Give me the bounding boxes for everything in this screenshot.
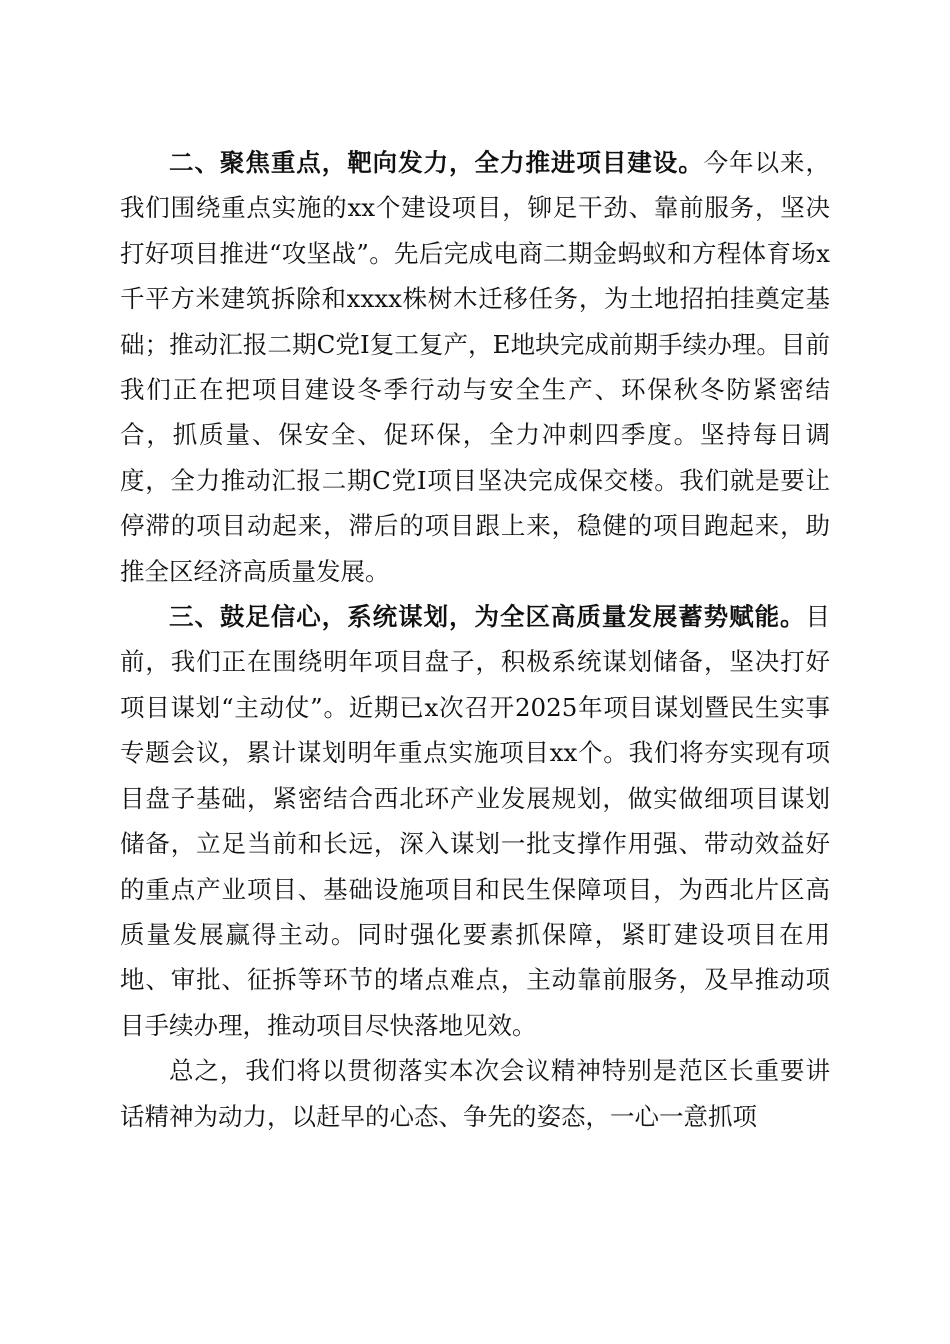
paragraph-heading: 二、聚焦重点，靶向发力，全力推进项目建设。 (169, 148, 704, 177)
paragraph-conclusion (120, 1048, 830, 1139)
document-body (120, 140, 830, 1139)
paragraph-heading: 三、鼓足信心，系统谋划，为全区高质量发展蓄势赋能。 (169, 602, 806, 632)
paragraph-project-construction (120, 140, 830, 594)
paragraph-project-planning (120, 594, 830, 1048)
paragraph-text: 总之，我们将以贯彻落实本次会议精神特别是范区长重要讲话精神为动力，以赶早的心态、争先的姿态，一心一意抓项 (120, 1056, 830, 1131)
paragraph-text: 目前，我们正在围绕明年项目盘子，积极系统谋划储备，坚决打好项目谋划“主动仗”。近期已x次召开2025年项目谋划暨民生实事专题会议，累计谋划明年重点实施项目xx个。我们将夯实现有项目盘子基础，紧密结合西北环产业发展规划，做实做细项目谋划储备，立足当前和长远，深入谋划一批支撑作用强、带动效益好的重点产业项目、基础设施项目和民生保障项目，为西北片区高质量发展赢得主动。同时强化要素抓保障，紧盯建设项目在用地、审批、征拆等环节的堵点难点，主动靠前服务，及早推动项目手续办理，推动项目尽快落地见效。 (120, 602, 830, 1040)
paragraph-text: 今年以来，我们围绕重点实施的xx个建设项目，铆足干劲、靠前服务，坚决打好项目推进“攻坚战”。先后完成电商二期金蚂蚁和方程体育场x千平方米建筑拆除和xxxx株树木迁移任务，为土地招拍挂奠定基础；推动汇报二期C党Ⅰ复工复产，E地块完成前期手续办理。目前我们正在把项目建设冬季行动与安全生产、环保秋冬防紧密结合，抓质量、保安全、促环保，全力冲刺四季度。坚持每日调度，全力推动汇报二期C党Ⅰ项目坚决完成保交楼。我们就是要让停滞的项目动起来，滞后的项目跟上来，稳健的项目跑起来，助推全区经济高质量发展。 (120, 148, 831, 586)
